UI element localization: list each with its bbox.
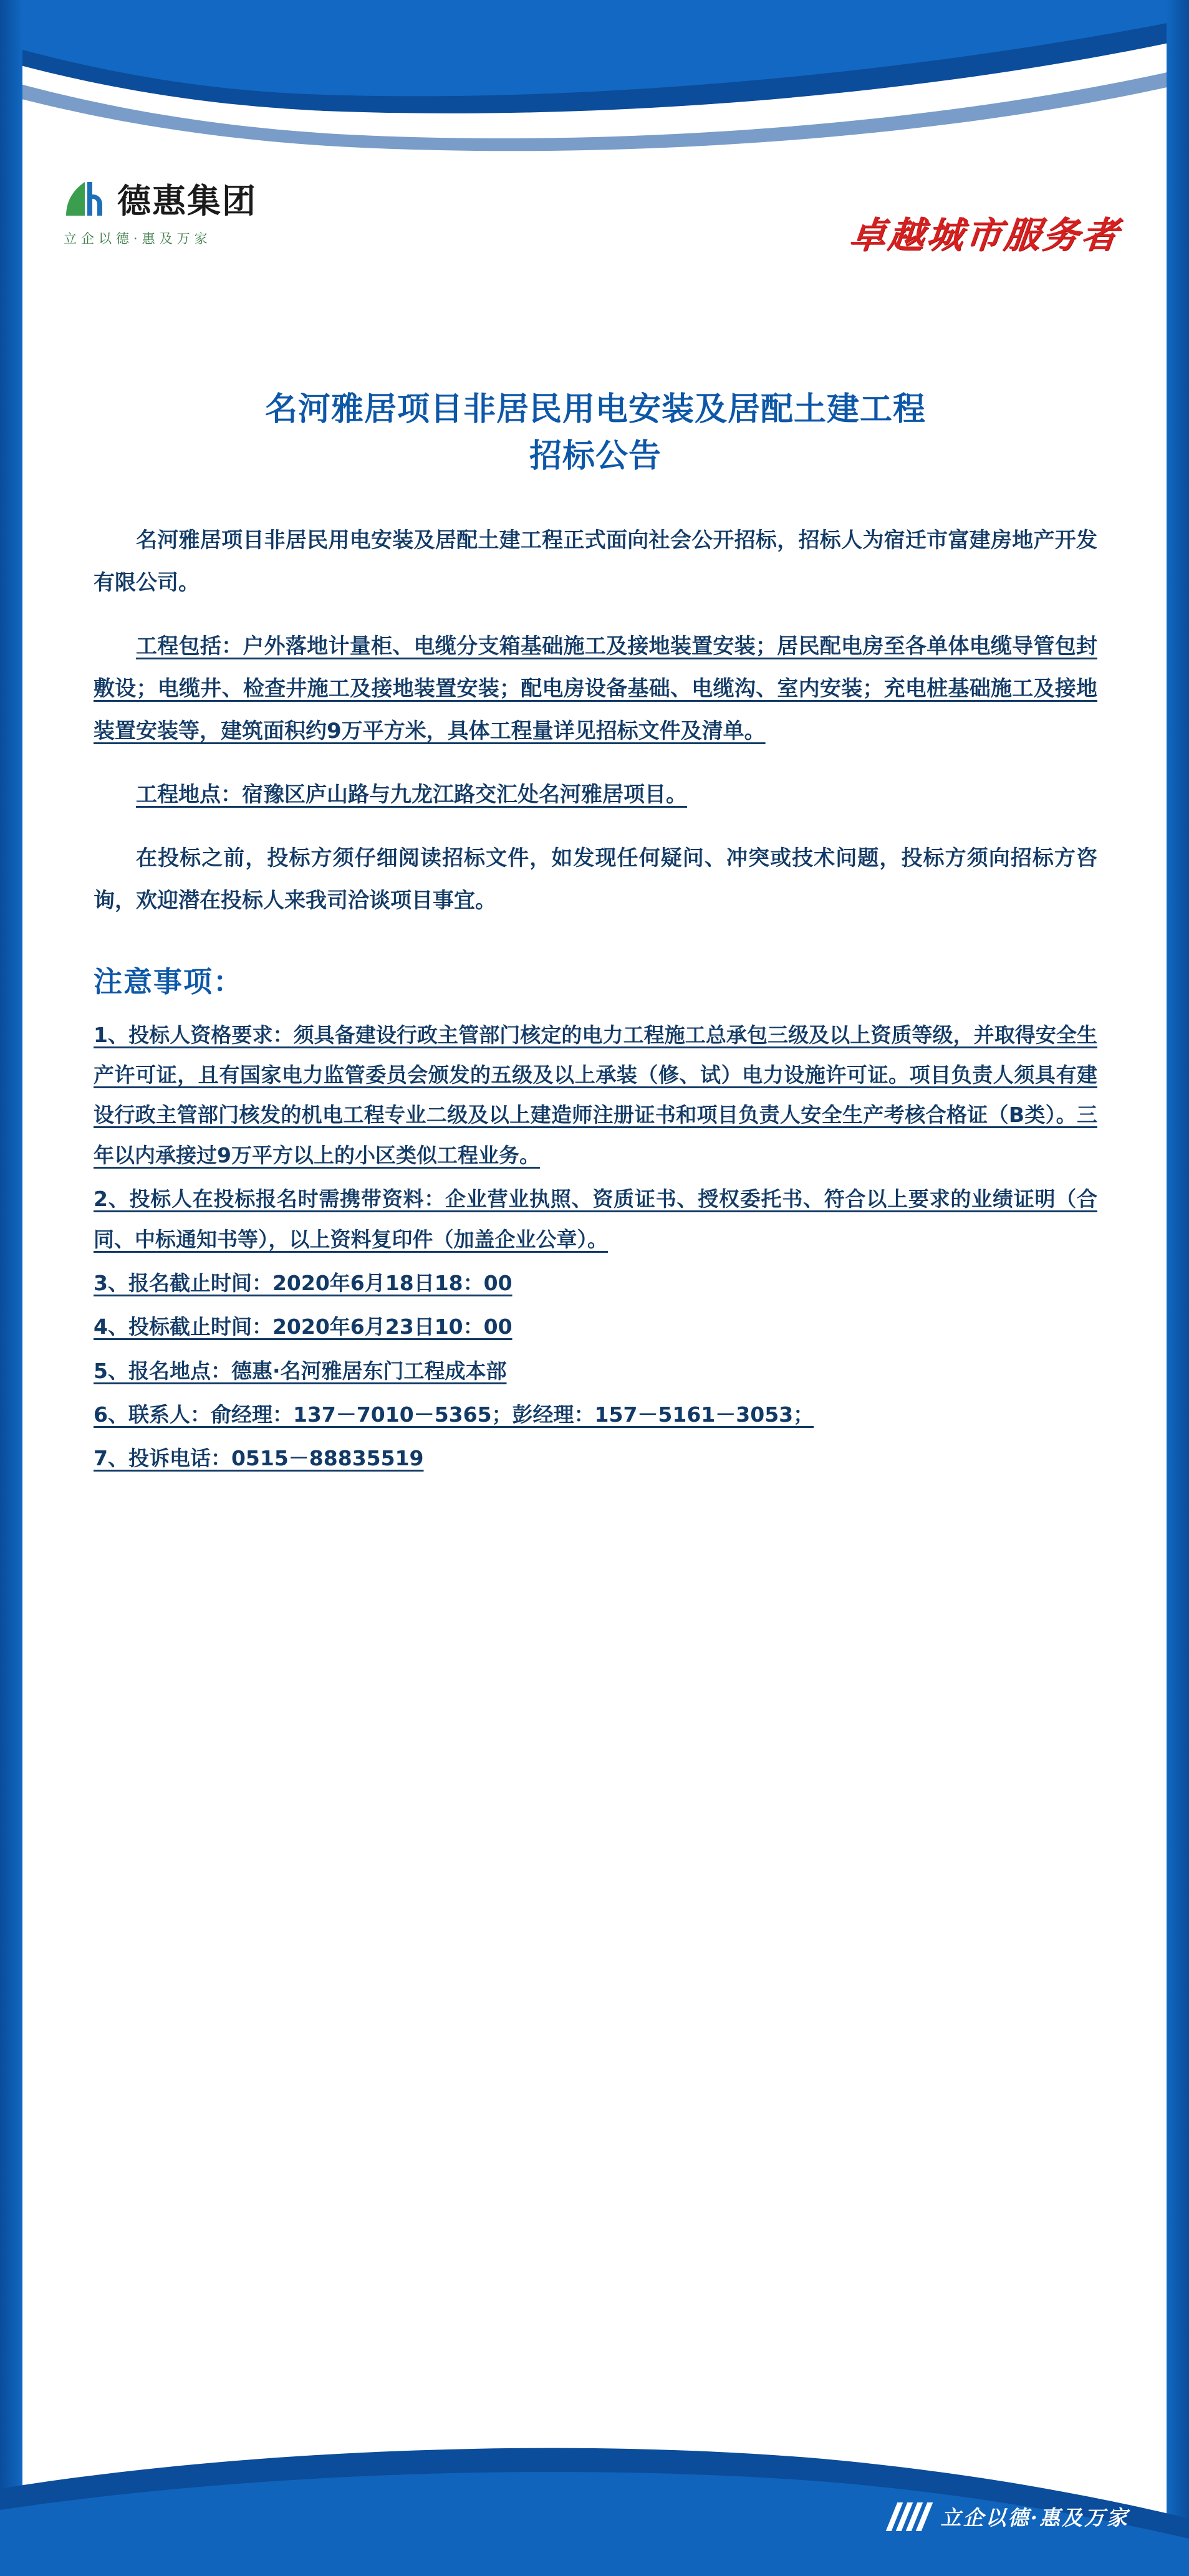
note-item-documents	[94, 1179, 1097, 1260]
page-title	[94, 386, 1097, 481]
page-title-line1: 名河雅居项目非居民用电安装及居配土建工程	[264, 391, 926, 428]
note-item-complaint-phone	[94, 1439, 1097, 1478]
logo-row	[60, 175, 257, 223]
paragraph-scope: 工程包括：户外落地计量柜、电缆分支箱基础施工及接地装置安装；居民配电房至各单体电缆导管包封敷设；电缆井、检查井施工及接地装置安装；配电房设备基础、电缆沟、室内安装；充电桩基础施工及接地装置安装等，建筑面积约9万平方米，具体工程量详见招标文件及清单。	[94, 633, 1097, 744]
note-text-3: 3、报名截止时间：2020年6月18日18：00	[94, 1270, 513, 1295]
notes-heading: 注意事项：	[94, 964, 243, 998]
note-item-bid-deadline	[94, 1307, 1097, 1347]
left-border-bar	[0, 0, 22, 2576]
document-content	[94, 386, 1097, 1483]
slash-marks-icon	[892, 2502, 927, 2531]
logo-slogan: 立企以德·惠及万家	[64, 231, 212, 246]
paragraph-intro: 名河雅居项目非居民用电安装及居配土建工程正式面向社会公开招标，招标人为宿迁市富建房地产开发有限公司。	[94, 527, 1097, 595]
red-slogan: 卓越城市服务者	[847, 214, 1123, 256]
paragraph-notice: 在投标之前，投标方须仔细阅读招标文件，如发现任何疑问、冲突或技术问题，投标方须向招标方咨询，欢迎潜在投标人来我司洽谈项目事宜。	[94, 845, 1097, 913]
note-text-6: 6、联系人：俞经理：137－7010－5365；彭经理：157－5161－3053；	[94, 1402, 814, 1427]
note-item-contacts	[94, 1395, 1097, 1435]
company-logo	[60, 175, 257, 247]
body-paragraphs	[94, 519, 1097, 922]
note-text-2: 2、投标人在投标报名时需携带资料：企业营业执照、资质证书、授权委托书、符合以上要求的业绩证明（合同、中标通知书等），以上资料复印件（加盖企业公章）。	[94, 1187, 1097, 1252]
notes-list	[94, 1015, 1097, 1479]
note-text-4: 4、投标截止时间：2020年6月23日10：00	[94, 1314, 513, 1339]
note-text-5: 5、报名地点：德惠·名河雅居东门工程成本部	[94, 1358, 507, 1383]
logo-company-name: 德惠集团	[117, 181, 257, 221]
header-decoration	[0, 0, 1189, 156]
footer-slogan-block	[892, 2502, 1130, 2531]
note-text-1: 1、投标人资格要求：须具备建设行政主管部门核定的电力工程施工总承包三级及以上资质等级，并取得安全生产许可证，且有国家电力监管委员会颁发的五级及以上承装（修、试）电力设施许可证。项目负责人须具有建设行政主管部门核发的机电工程专业二级及以上建造师注册证书和项目负责人安全生产考核合格证（B类）。三年以内承接过9万平方以上的小区类似工程业务。	[94, 1022, 1097, 1167]
page-title-line2: 招标公告	[529, 438, 662, 476]
note-text-7: 7、投诉电话：0515－88835519	[94, 1446, 424, 1471]
right-border-bar	[1167, 0, 1189, 2576]
note-item-registration-deadline	[94, 1263, 1097, 1303]
paragraph-location: 工程地点：宿豫区庐山路与九龙江路交汇处名河雅居项目。	[136, 782, 687, 807]
note-item-qualification	[94, 1015, 1097, 1175]
footer-slogan-text: 立企以德·惠及万家	[940, 2506, 1129, 2530]
dh-monogram-icon	[60, 176, 106, 222]
note-item-registration-place	[94, 1351, 1097, 1391]
